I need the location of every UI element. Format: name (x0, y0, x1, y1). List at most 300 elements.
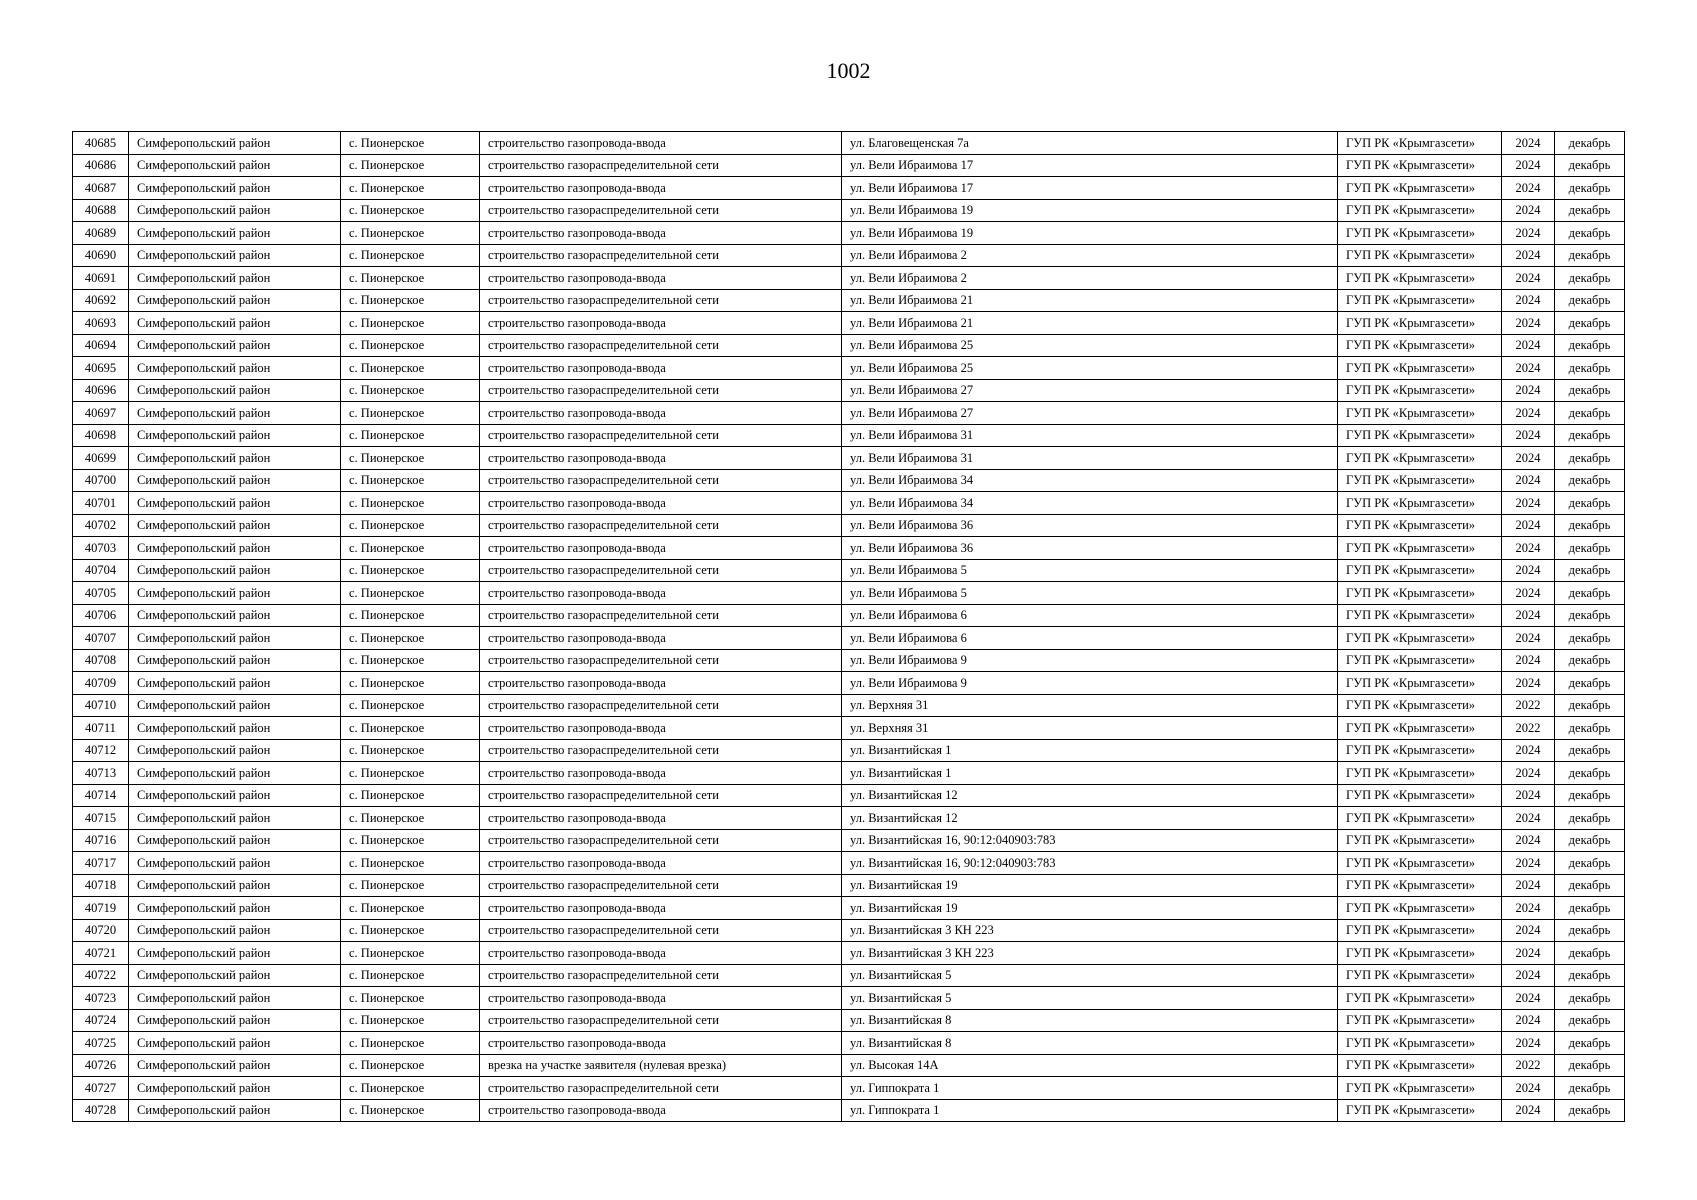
row-number: 40702 (73, 514, 129, 537)
month-cell: декабрь (1555, 627, 1625, 650)
address-cell: ул. Благовещенская 7а (842, 132, 1338, 155)
district-cell: Симферопольский район (129, 357, 341, 380)
address-cell: ул. Вели Ибраимова 19 (842, 199, 1338, 222)
row-number: 40696 (73, 379, 129, 402)
month-cell: декабрь (1555, 559, 1625, 582)
work-type-cell: строительство газораспределительной сети (480, 559, 842, 582)
address-cell: ул. Вели Ибраимова 17 (842, 154, 1338, 177)
year-cell: 2024 (1502, 132, 1555, 155)
address-cell: ул. Вели Ибраимова 2 (842, 244, 1338, 267)
row-number: 40716 (73, 829, 129, 852)
organization-cell: ГУП РК «Крымгазсети» (1338, 784, 1502, 807)
work-type-cell: строительство газораспределительной сети (480, 784, 842, 807)
settlement-cell: с. Пионерское (341, 739, 480, 762)
table-row (73, 537, 1625, 560)
organization-cell: ГУП РК «Крымгазсети» (1338, 379, 1502, 402)
organization-cell: ГУП РК «Крымгазсети» (1338, 1009, 1502, 1032)
row-number: 40709 (73, 672, 129, 695)
district-cell: Симферопольский район (129, 964, 341, 987)
address-cell: ул. Византийская 1 (842, 739, 1338, 762)
year-cell: 2024 (1502, 537, 1555, 560)
table-row (73, 222, 1625, 245)
district-cell: Симферопольский район (129, 402, 341, 425)
work-type-cell: строительство газопровода-ввода (480, 357, 842, 380)
settlement-cell: с. Пионерское (341, 649, 480, 672)
organization-cell: ГУП РК «Крымгазсети» (1338, 267, 1502, 290)
settlement-cell: с. Пионерское (341, 717, 480, 740)
district-cell: Симферопольский район (129, 649, 341, 672)
work-type-cell: строительство газопровода-ввода (480, 852, 842, 875)
year-cell: 2024 (1502, 357, 1555, 380)
district-cell: Симферопольский район (129, 312, 341, 335)
work-type-cell: строительство газораспределительной сети (480, 604, 842, 627)
address-cell: ул. Верхняя 31 (842, 694, 1338, 717)
table-row (73, 627, 1625, 650)
month-cell: декабрь (1555, 469, 1625, 492)
table-row (73, 1009, 1625, 1032)
organization-cell: ГУП РК «Крымгазсети» (1338, 199, 1502, 222)
address-cell: ул. Вели Ибраимова 31 (842, 424, 1338, 447)
year-cell: 2024 (1502, 267, 1555, 290)
month-cell: декабрь (1555, 649, 1625, 672)
month-cell: декабрь (1555, 897, 1625, 920)
settlement-cell: с. Пионерское (341, 987, 480, 1010)
settlement-cell: с. Пионерское (341, 1054, 480, 1077)
settlement-cell: с. Пионерское (341, 694, 480, 717)
row-number: 40708 (73, 649, 129, 672)
table-row (73, 447, 1625, 470)
settlement-cell: с. Пионерское (341, 132, 480, 155)
work-type-cell: строительство газораспределительной сети (480, 964, 842, 987)
address-cell: ул. Византийская 1 (842, 762, 1338, 785)
address-cell: ул. Вели Ибраимова 31 (842, 447, 1338, 470)
organization-cell: ГУП РК «Крымгазсети» (1338, 897, 1502, 920)
organization-cell: ГУП РК «Крымгазсети» (1338, 492, 1502, 515)
work-type-cell: строительство газораспределительной сети (480, 694, 842, 717)
year-cell: 2024 (1502, 402, 1555, 425)
organization-cell: ГУП РК «Крымгазсети» (1338, 424, 1502, 447)
year-cell: 2024 (1502, 919, 1555, 942)
settlement-cell: с. Пионерское (341, 154, 480, 177)
month-cell: декабрь (1555, 132, 1625, 155)
settlement-cell: с. Пионерское (341, 222, 480, 245)
organization-cell: ГУП РК «Крымгазсети» (1338, 312, 1502, 335)
month-cell: декабрь (1555, 604, 1625, 627)
month-cell: декабрь (1555, 537, 1625, 560)
year-cell: 2024 (1502, 604, 1555, 627)
settlement-cell: с. Пионерское (341, 424, 480, 447)
district-cell: Симферопольский район (129, 627, 341, 650)
row-number: 40693 (73, 312, 129, 335)
work-type-cell: строительство газопровода-ввода (480, 627, 842, 650)
district-cell: Симферопольский район (129, 424, 341, 447)
work-type-cell: строительство газораспределительной сети (480, 919, 842, 942)
table-row (73, 357, 1625, 380)
month-cell: декабрь (1555, 379, 1625, 402)
year-cell: 2024 (1502, 649, 1555, 672)
settlement-cell: с. Пионерское (341, 357, 480, 380)
organization-cell: ГУП РК «Крымгазсети» (1338, 852, 1502, 875)
table-row (73, 784, 1625, 807)
work-type-cell: строительство газопровода-ввода (480, 717, 842, 740)
settlement-cell: с. Пионерское (341, 964, 480, 987)
month-cell: декабрь (1555, 424, 1625, 447)
organization-cell: ГУП РК «Крымгазсети» (1338, 1054, 1502, 1077)
address-cell: ул. Вели Ибраимова 5 (842, 582, 1338, 605)
year-cell: 2024 (1502, 807, 1555, 830)
month-cell: декабрь (1555, 852, 1625, 875)
month-cell: декабрь (1555, 1077, 1625, 1100)
month-cell: декабрь (1555, 1054, 1625, 1077)
address-cell: ул. Византийская 8 (842, 1009, 1338, 1032)
year-cell: 2024 (1502, 154, 1555, 177)
address-cell: ул. Вели Ибраимова 6 (842, 604, 1338, 627)
address-cell: ул. Византийская 12 (842, 807, 1338, 830)
organization-cell: ГУП РК «Крымгазсети» (1338, 177, 1502, 200)
month-cell: декабрь (1555, 492, 1625, 515)
address-cell: ул. Вели Ибраимова 5 (842, 559, 1338, 582)
row-number: 40726 (73, 1054, 129, 1077)
year-cell: 2024 (1502, 424, 1555, 447)
table-row (73, 762, 1625, 785)
year-cell: 2024 (1502, 672, 1555, 695)
row-number: 40722 (73, 964, 129, 987)
address-cell: ул. Византийская 19 (842, 874, 1338, 897)
year-cell: 2024 (1502, 897, 1555, 920)
organization-cell: ГУП РК «Крымгазсети» (1338, 402, 1502, 425)
row-number: 40690 (73, 244, 129, 267)
address-cell: ул. Вели Ибраимова 21 (842, 312, 1338, 335)
row-number: 40686 (73, 154, 129, 177)
table-row (73, 334, 1625, 357)
organization-cell: ГУП РК «Крымгазсети» (1338, 604, 1502, 627)
table-row (73, 829, 1625, 852)
address-cell: ул. Вели Ибраимова 2 (842, 267, 1338, 290)
organization-cell: ГУП РК «Крымгазсети» (1338, 222, 1502, 245)
row-number: 40727 (73, 1077, 129, 1100)
table-row (73, 267, 1625, 290)
settlement-cell: с. Пионерское (341, 627, 480, 650)
row-number: 40697 (73, 402, 129, 425)
district-cell: Симферопольский район (129, 807, 341, 830)
organization-cell: ГУП РК «Крымгазсети» (1338, 739, 1502, 762)
organization-cell: ГУП РК «Крымгазсети» (1338, 447, 1502, 470)
organization-cell: ГУП РК «Крымгазсети» (1338, 154, 1502, 177)
row-number: 40721 (73, 942, 129, 965)
month-cell: декабрь (1555, 154, 1625, 177)
organization-cell: ГУП РК «Крымгазсети» (1338, 244, 1502, 267)
district-cell: Симферопольский район (129, 739, 341, 762)
year-cell: 2024 (1502, 1032, 1555, 1055)
district-cell: Симферопольский район (129, 1032, 341, 1055)
row-number: 40694 (73, 334, 129, 357)
district-cell: Симферопольский район (129, 919, 341, 942)
table-body (73, 132, 1625, 1122)
work-type-cell: строительство газопровода-ввода (480, 807, 842, 830)
settlement-cell: с. Пионерское (341, 537, 480, 560)
settlement-cell: с. Пионерское (341, 267, 480, 290)
organization-cell: ГУП РК «Крымгазсети» (1338, 132, 1502, 155)
table-row (73, 514, 1625, 537)
district-cell: Симферопольский район (129, 447, 341, 470)
row-number: 40701 (73, 492, 129, 515)
month-cell: декабрь (1555, 1009, 1625, 1032)
table-row (73, 604, 1625, 627)
row-number: 40712 (73, 739, 129, 762)
row-number: 40688 (73, 199, 129, 222)
table-row (73, 199, 1625, 222)
row-number: 40703 (73, 537, 129, 560)
organization-cell: ГУП РК «Крымгазсети» (1338, 627, 1502, 650)
settlement-cell: с. Пионерское (341, 897, 480, 920)
settlement-cell: с. Пионерское (341, 942, 480, 965)
work-type-cell: строительство газораспределительной сети (480, 199, 842, 222)
settlement-cell: с. Пионерское (341, 1009, 480, 1032)
table-row (73, 154, 1625, 177)
organization-cell: ГУП РК «Крымгазсети» (1338, 582, 1502, 605)
organization-cell: ГУП РК «Крымгазсети» (1338, 537, 1502, 560)
address-cell: ул. Византийская 19 (842, 897, 1338, 920)
organization-cell: ГУП РК «Крымгазсети» (1338, 649, 1502, 672)
work-type-cell: строительство газораспределительной сети (480, 424, 842, 447)
work-type-cell: строительство газопровода-ввода (480, 312, 842, 335)
organization-cell: ГУП РК «Крымгазсети» (1338, 1077, 1502, 1100)
settlement-cell: с. Пионерское (341, 1077, 480, 1100)
address-cell: ул. Вели Ибраимова 27 (842, 402, 1338, 425)
address-cell: ул. Высокая 14А (842, 1054, 1338, 1077)
settlement-cell: с. Пионерское (341, 1099, 480, 1122)
settlement-cell: с. Пионерское (341, 582, 480, 605)
settlement-cell: с. Пионерское (341, 604, 480, 627)
row-number: 40719 (73, 897, 129, 920)
month-cell: декабрь (1555, 334, 1625, 357)
settlement-cell: с. Пионерское (341, 1032, 480, 1055)
address-cell: ул. Византийская 3 КН 223 (842, 919, 1338, 942)
work-type-cell: строительство газораспределительной сети (480, 334, 842, 357)
table-row (73, 312, 1625, 335)
table-row (73, 942, 1625, 965)
organization-cell: ГУП РК «Крымгазсети» (1338, 289, 1502, 312)
address-cell: ул. Вели Ибраимова 34 (842, 492, 1338, 515)
year-cell: 2024 (1502, 289, 1555, 312)
district-cell: Симферопольский район (129, 559, 341, 582)
organization-cell: ГУП РК «Крымгазсети» (1338, 942, 1502, 965)
work-type-cell: строительство газораспределительной сети (480, 514, 842, 537)
month-cell: декабрь (1555, 582, 1625, 605)
year-cell: 2024 (1502, 312, 1555, 335)
address-cell: ул. Византийская 12 (842, 784, 1338, 807)
work-type-cell: строительство газораспределительной сети (480, 649, 842, 672)
settlement-cell: с. Пионерское (341, 762, 480, 785)
year-cell: 2022 (1502, 1054, 1555, 1077)
year-cell: 2024 (1502, 447, 1555, 470)
settlement-cell: с. Пионерское (341, 919, 480, 942)
table-row (73, 852, 1625, 875)
settlement-cell: с. Пионерское (341, 402, 480, 425)
year-cell: 2024 (1502, 829, 1555, 852)
year-cell: 2024 (1502, 1099, 1555, 1122)
district-cell: Симферопольский район (129, 177, 341, 200)
district-cell: Симферопольский район (129, 604, 341, 627)
work-type-cell: строительство газораспределительной сети (480, 1077, 842, 1100)
month-cell: декабрь (1555, 942, 1625, 965)
year-cell: 2024 (1502, 987, 1555, 1010)
row-number: 40700 (73, 469, 129, 492)
table-row (73, 807, 1625, 830)
row-number: 40723 (73, 987, 129, 1010)
work-type-cell: строительство газопровода-ввода (480, 492, 842, 515)
work-type-cell: строительство газопровода-ввода (480, 942, 842, 965)
address-cell: ул. Вели Ибраимова 6 (842, 627, 1338, 650)
organization-cell: ГУП РК «Крымгазсети» (1338, 694, 1502, 717)
district-cell: Симферопольский район (129, 132, 341, 155)
year-cell: 2024 (1502, 739, 1555, 762)
year-cell: 2024 (1502, 222, 1555, 245)
table-row (73, 582, 1625, 605)
organization-cell: ГУП РК «Крымгазсети» (1338, 964, 1502, 987)
work-type-cell: строительство газопровода-ввода (480, 267, 842, 290)
year-cell: 2024 (1502, 627, 1555, 650)
year-cell: 2024 (1502, 1077, 1555, 1100)
district-cell: Симферопольский район (129, 897, 341, 920)
row-number: 40713 (73, 762, 129, 785)
row-number: 40695 (73, 357, 129, 380)
address-cell: ул. Византийская 5 (842, 987, 1338, 1010)
settlement-cell: с. Пионерское (341, 559, 480, 582)
work-type-cell: строительство газораспределительной сети (480, 289, 842, 312)
work-type-cell: строительство газораспределительной сети (480, 739, 842, 762)
month-cell: декабрь (1555, 267, 1625, 290)
table-row (73, 559, 1625, 582)
address-cell: ул. Вели Ибраимова 9 (842, 672, 1338, 695)
table-row (73, 919, 1625, 942)
organization-cell: ГУП РК «Крымгазсети» (1338, 807, 1502, 830)
row-number: 40720 (73, 919, 129, 942)
work-type-cell: строительство газораспределительной сети (480, 379, 842, 402)
district-cell: Симферопольский район (129, 334, 341, 357)
row-number: 40711 (73, 717, 129, 740)
organization-cell: ГУП РК «Крымгазсети» (1338, 717, 1502, 740)
address-cell: ул. Вели Ибраимова 25 (842, 334, 1338, 357)
month-cell: декабрь (1555, 244, 1625, 267)
organization-cell: ГУП РК «Крымгазсети» (1338, 874, 1502, 897)
district-cell: Симферопольский район (129, 987, 341, 1010)
organization-cell: ГУП РК «Крымгазсети» (1338, 469, 1502, 492)
settlement-cell: с. Пионерское (341, 829, 480, 852)
table-row (73, 987, 1625, 1010)
year-cell: 2024 (1502, 852, 1555, 875)
month-cell: декабрь (1555, 739, 1625, 762)
work-type-cell: строительство газораспределительной сети (480, 829, 842, 852)
table-row (73, 649, 1625, 672)
settlement-cell: с. Пионерское (341, 469, 480, 492)
year-cell: 2024 (1502, 514, 1555, 537)
work-type-cell: строительство газораспределительной сети (480, 154, 842, 177)
month-cell: декабрь (1555, 402, 1625, 425)
district-cell: Симферопольский район (129, 1077, 341, 1100)
organization-cell: ГУП РК «Крымгазсети» (1338, 987, 1502, 1010)
organization-cell: ГУП РК «Крымгазсети» (1338, 762, 1502, 785)
month-cell: декабрь (1555, 514, 1625, 537)
district-cell: Симферопольский район (129, 1009, 341, 1032)
settlement-cell: с. Пионерское (341, 492, 480, 515)
month-cell: декабрь (1555, 807, 1625, 830)
district-cell: Симферопольский район (129, 154, 341, 177)
work-type-cell: строительство газораспределительной сети (480, 1009, 842, 1032)
district-cell: Симферопольский район (129, 1054, 341, 1077)
month-cell: декабрь (1555, 289, 1625, 312)
address-cell: ул. Вели Ибраимова 21 (842, 289, 1338, 312)
row-number: 40715 (73, 807, 129, 830)
settlement-cell: с. Пионерское (341, 852, 480, 875)
settlement-cell: с. Пионерское (341, 514, 480, 537)
row-number: 40705 (73, 582, 129, 605)
district-cell: Симферопольский район (129, 717, 341, 740)
year-cell: 2024 (1502, 199, 1555, 222)
table-row (73, 897, 1625, 920)
table-row (73, 874, 1625, 897)
settlement-cell: с. Пионерское (341, 334, 480, 357)
row-number: 40728 (73, 1099, 129, 1122)
address-cell: ул. Вели Ибраимова 34 (842, 469, 1338, 492)
month-cell: декабрь (1555, 1099, 1625, 1122)
address-cell: ул. Вели Ибраимова 27 (842, 379, 1338, 402)
district-cell: Симферопольский район (129, 874, 341, 897)
table-row (73, 132, 1625, 155)
year-cell: 2024 (1502, 762, 1555, 785)
month-cell: декабрь (1555, 222, 1625, 245)
row-number: 40687 (73, 177, 129, 200)
work-type-cell: строительство газопровода-ввода (480, 762, 842, 785)
year-cell: 2024 (1502, 177, 1555, 200)
table-row (73, 469, 1625, 492)
address-cell: ул. Вели Ибраимова 19 (842, 222, 1338, 245)
settlement-cell: с. Пионерское (341, 784, 480, 807)
work-type-cell: строительство газопровода-ввода (480, 987, 842, 1010)
district-cell: Симферопольский район (129, 289, 341, 312)
work-type-cell: строительство газопровода-ввода (480, 222, 842, 245)
year-cell: 2022 (1502, 694, 1555, 717)
row-number: 40692 (73, 289, 129, 312)
table-row (73, 424, 1625, 447)
work-type-cell: строительство газопровода-ввода (480, 177, 842, 200)
month-cell: декабрь (1555, 964, 1625, 987)
work-type-cell: строительство газопровода-ввода (480, 897, 842, 920)
settlement-cell: с. Пионерское (341, 447, 480, 470)
month-cell: декабрь (1555, 987, 1625, 1010)
organization-cell: ГУП РК «Крымгазсети» (1338, 514, 1502, 537)
year-cell: 2024 (1502, 874, 1555, 897)
address-cell: ул. Вели Ибраимова 17 (842, 177, 1338, 200)
district-cell: Симферопольский район (129, 244, 341, 267)
address-cell: ул. Вели Ибраимова 36 (842, 514, 1338, 537)
page-number: 1002 (826, 58, 871, 83)
organization-cell: ГУП РК «Крымгазсети» (1338, 1032, 1502, 1055)
district-cell: Симферопольский район (129, 784, 341, 807)
month-cell: декабрь (1555, 694, 1625, 717)
organization-cell: ГУП РК «Крымгазсети» (1338, 334, 1502, 357)
district-cell: Симферопольский район (129, 492, 341, 515)
district-cell: Симферопольский район (129, 537, 341, 560)
table-row (73, 1032, 1625, 1055)
address-cell: ул. Византийская 8 (842, 1032, 1338, 1055)
organization-cell: ГУП РК «Крымгазсети» (1338, 559, 1502, 582)
year-cell: 2024 (1502, 379, 1555, 402)
settlement-cell: с. Пионерское (341, 199, 480, 222)
settlement-cell: с. Пионерское (341, 312, 480, 335)
year-cell: 2024 (1502, 469, 1555, 492)
district-cell: Симферопольский район (129, 379, 341, 402)
